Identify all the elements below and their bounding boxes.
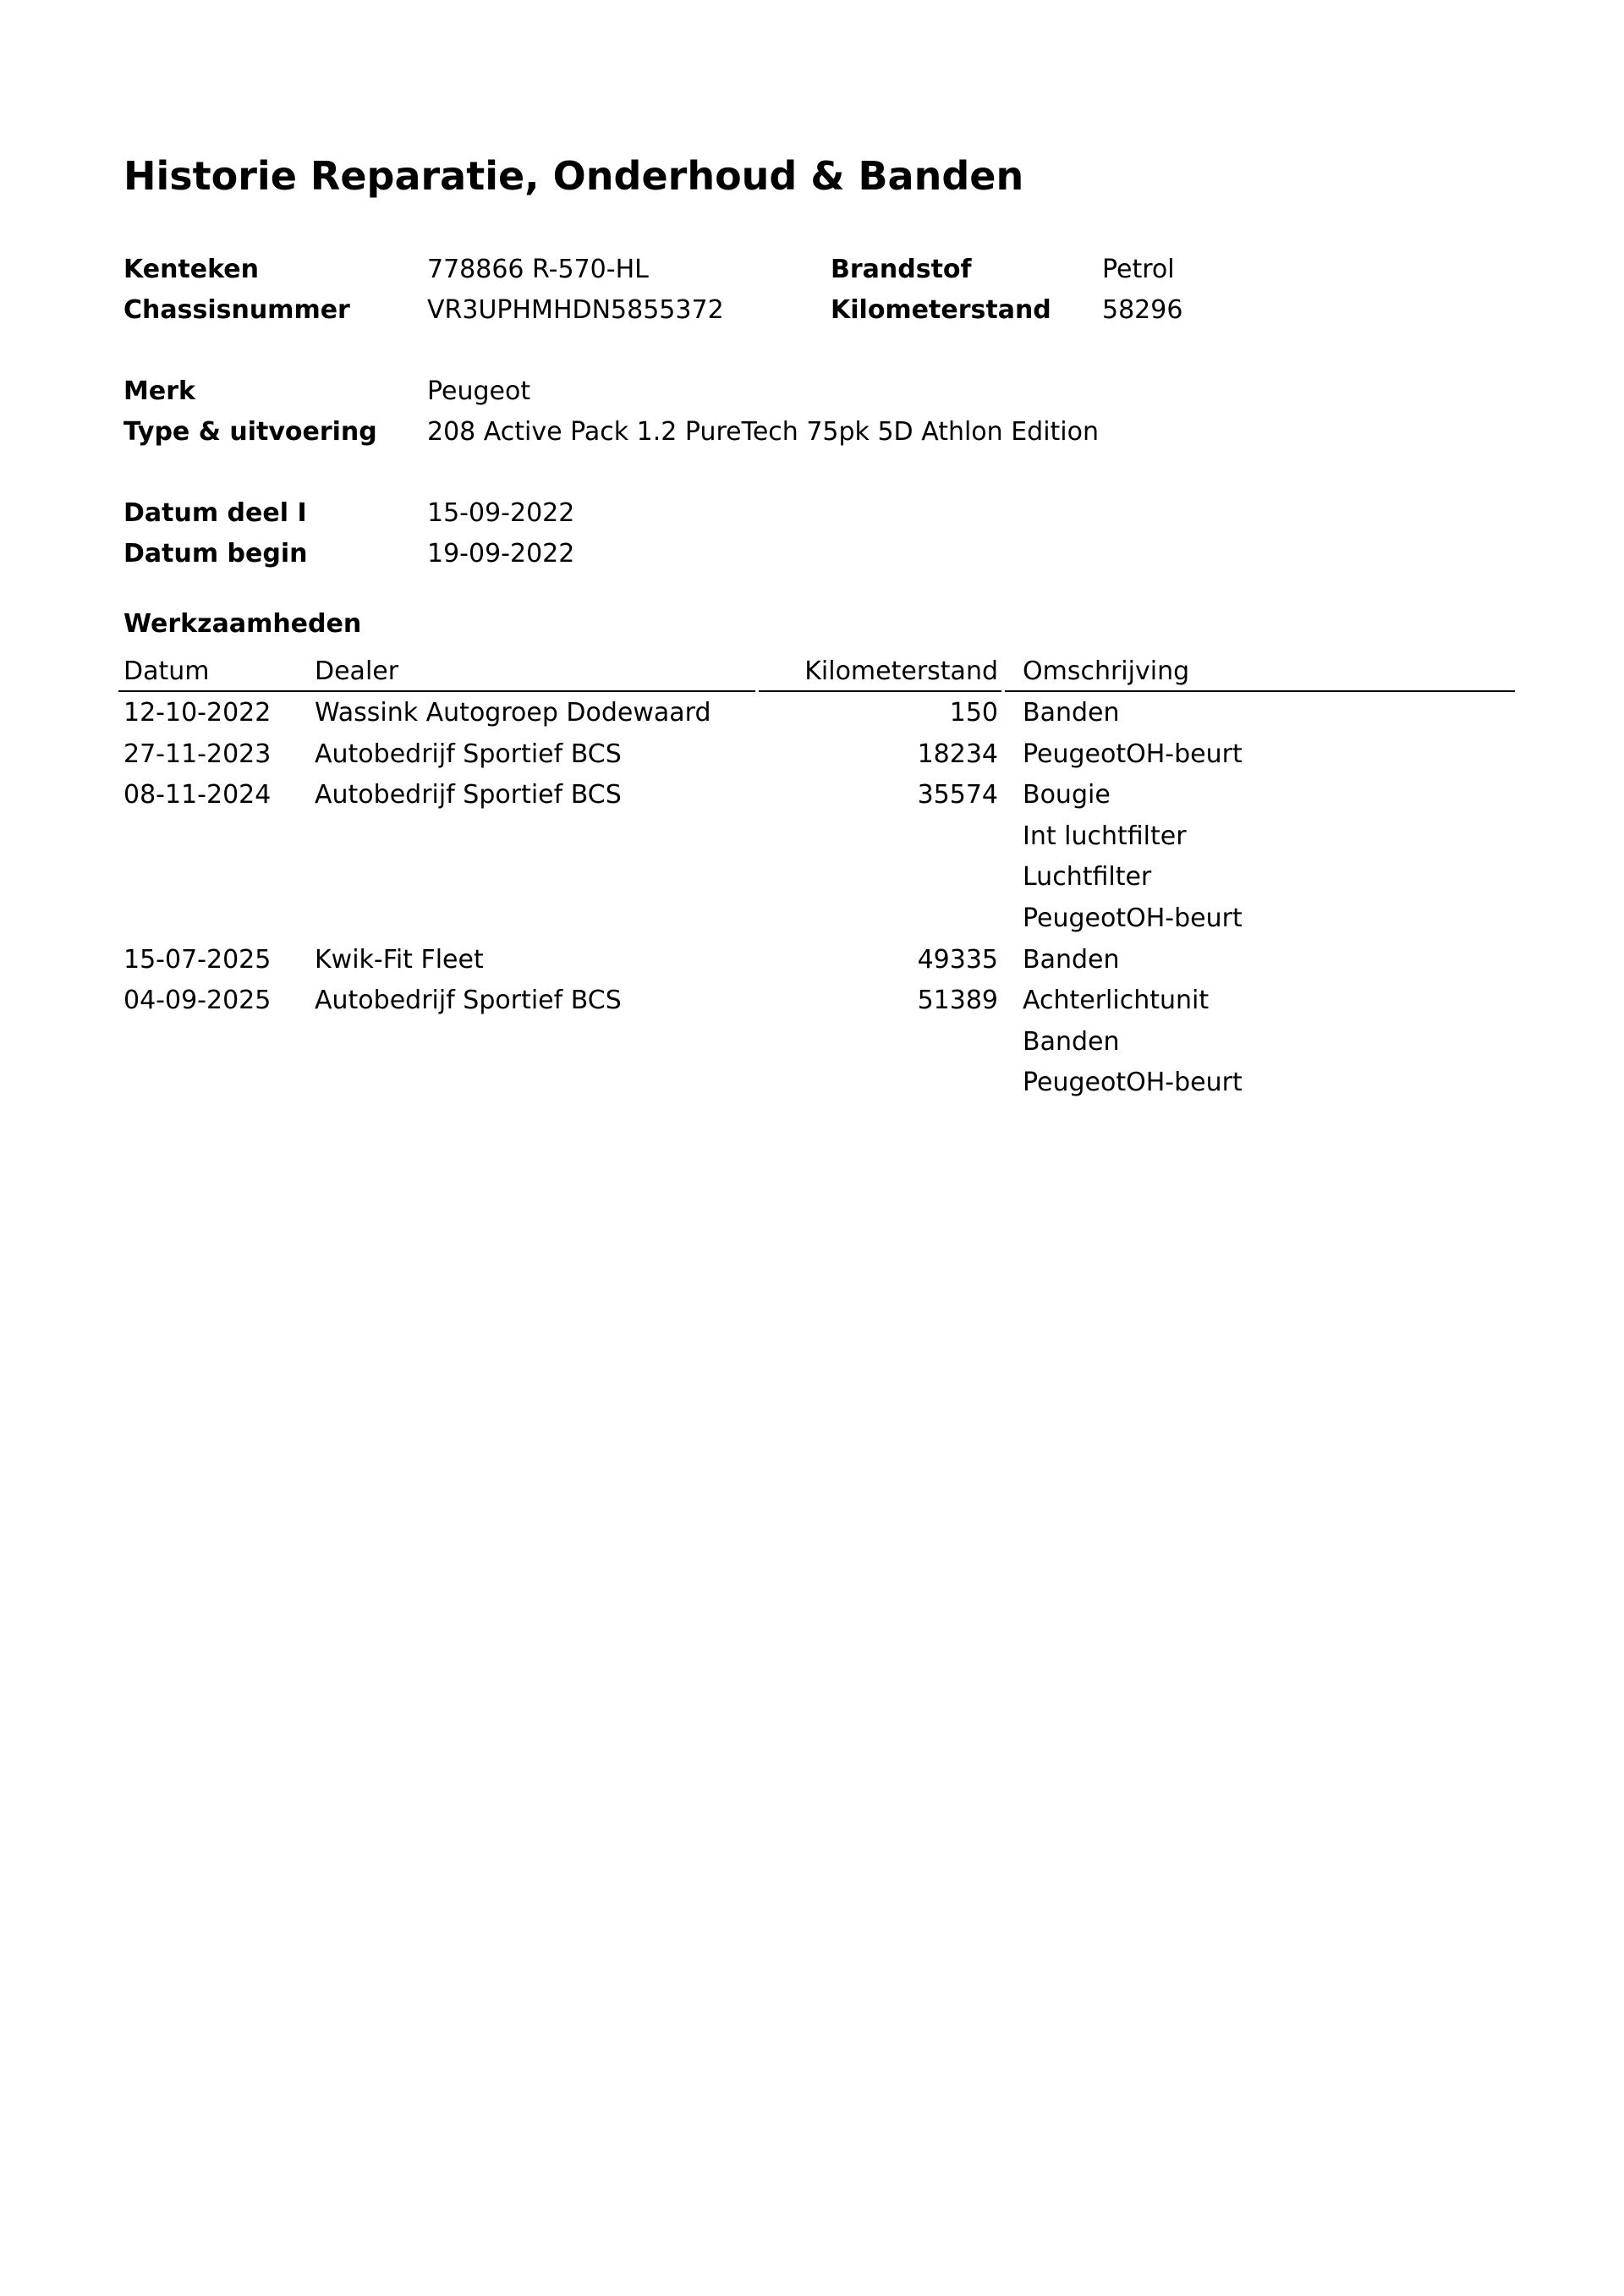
row-kilometerstand: 35574	[917, 780, 998, 810]
column-header-kilometerstand: Kilometerstand	[804, 656, 998, 686]
row-kilometerstand: 51389	[917, 986, 998, 1016]
row-omschrijving-item: Int luchtfilter	[1023, 821, 1187, 851]
brandstof-value: Petrol	[1102, 255, 1175, 284]
row-datum: 08-11-2024	[123, 780, 272, 810]
kenteken-label: Kenteken	[123, 255, 259, 284]
datum-deel-value: 15-09-2022	[427, 498, 575, 528]
row-omschrijving-item: Banden	[1023, 944, 1120, 975]
row-datum: 12-10-2022	[123, 698, 272, 728]
chassisnummer-label: Chassisnummer	[123, 295, 350, 325]
page-title: Historie Reparatie, Onderhoud & Banden	[123, 153, 1024, 199]
row-dealer: Autobedrijf Sportief BCS	[315, 986, 622, 1016]
row-kilometerstand: 49335	[917, 944, 998, 975]
kilometerstand-value: 58296	[1102, 295, 1183, 325]
row-dealer: Autobedrijf Sportief BCS	[315, 739, 622, 769]
header-rule-datum-dealer	[118, 690, 755, 692]
datum-begin-label: Datum begin	[123, 539, 308, 569]
werkzaamheden-title: Werkzaamheden	[123, 609, 362, 639]
row-omschrijving-item: Luchtfilter	[1023, 862, 1152, 893]
row-kilometerstand: 150	[949, 698, 998, 728]
header-rule-kilometerstand	[759, 690, 1001, 692]
row-omschrijving-item: PeugeotOH-beurt	[1023, 904, 1243, 933]
datum-deel-label: Datum deel I	[123, 498, 307, 528]
column-header-omschrijving: Omschrijving	[1023, 656, 1190, 686]
row-datum: 15-07-2025	[123, 944, 272, 975]
row-omschrijving-item: Banden	[1023, 698, 1120, 728]
row-omschrijving-item: Bougie	[1023, 780, 1111, 810]
row-dealer: Autobedrijf Sportief BCS	[315, 780, 622, 810]
row-omschrijving-item: Achterlichtunit	[1023, 986, 1210, 1016]
row-dealer: Wassink Autogroep Dodewaard	[315, 698, 711, 728]
kenteken-value: 778866 R-570-HL	[427, 255, 649, 284]
datum-begin-value: 19-09-2022	[427, 539, 575, 569]
column-header-datum: Datum	[123, 656, 210, 686]
brandstof-label: Brandstof	[831, 255, 972, 284]
row-datum: 27-11-2023	[123, 739, 272, 769]
row-datum: 04-09-2025	[123, 986, 272, 1016]
merk-value: Peugeot	[427, 376, 531, 406]
row-dealer: Kwik-Fit Fleet	[315, 944, 484, 975]
row-omschrijving-item: PeugeotOH-beurt	[1023, 739, 1243, 769]
type-value: 208 Active Pack 1.2 PureTech 75pk 5D Athlon Edition	[427, 417, 1100, 447]
header-rule-omschrijving	[1005, 690, 1515, 692]
row-kilometerstand: 18234	[917, 739, 998, 769]
row-omschrijving-item: Banden	[1023, 1026, 1120, 1057]
type-label: Type & uitvoering	[123, 417, 377, 447]
merk-label: Merk	[123, 376, 195, 406]
kilometerstand-label: Kilometerstand	[831, 295, 1051, 325]
row-omschrijving-item: PeugeotOH-beurt	[1023, 1068, 1243, 1098]
chassisnummer-value: VR3UPHMHDN5855372	[427, 295, 724, 325]
column-header-dealer: Dealer	[315, 656, 399, 686]
